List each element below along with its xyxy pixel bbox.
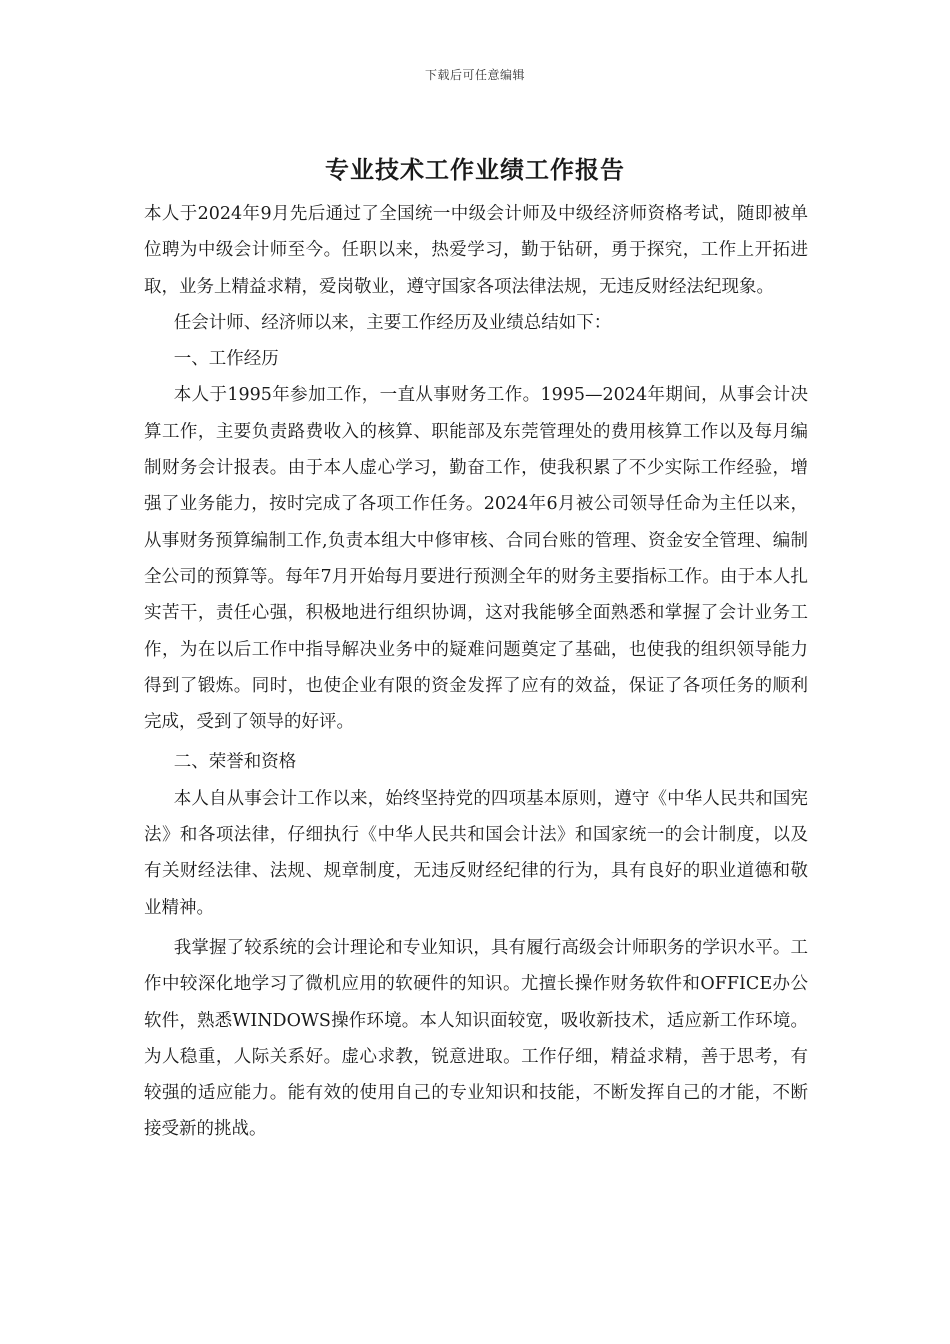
work-experience-paragraph: 本人于1995年参加工作，一直从事财务工作。1995—2024年期间，从事会计决算工作，主要负责路费收入的核算、职能部及东莞管理处的费用核算工作以及每月编制财务会计报表。由于本人虚心学习，勤奋工作，使我积累了不少实际工作经验，增强了业务能力，按时完成了各项工作任务。2024年6月被公司领导任命为主任以来，从事财务预算编制工作,负责本组大中修审核、合同台账的管理、资金安全管理、编制全公司的预算等。每年7月开始每月要进行预测全年的财务主要指标工作。由于本人扎实苦干，责任心强，积极地进行组织协调，这对我能够全面熟悉和掌握了会计业务工作，为在以后工作中指导解决业务中的疑难问题奠定了基础，也使我的组织领导能力得到了锻炼。同时，也使企业有限的资金发挥了应有的效益，保证了各项任务的顺利完成，受到了领导的好评。 [144, 385, 808, 733]
intro-paragraph: 本人于2024年9月先后通过了全国统一中级会计师及中级经济师资格考试，随即被单位聘为中级会计师至今。任职以来，热爱学习，勤于钻研，勇于探究，工作上开拓进取，业务上精益求精，爱岗敬业，遵守国家各项法律法规，无违反财经法纪现象。 [144, 204, 808, 297]
summary-lead: 任会计师、经济师以来，主要工作经历及业绩总结如下： [173, 312, 612, 333]
document-title: 专业技术工作业绩工作报告 [325, 155, 625, 184]
section-heading-work-experience: 一、工作经历 [173, 349, 279, 370]
document-body [144, 196, 808, 1148]
honors-paragraph-1: 本人自从事会计工作以来，始终坚持党的四项基本原则，遵守《中华人民共和国宪法》和各项法律，仔细执行《中华人民共和国会计法》和国家统一的会计制度，以及有关财经法律、法规、规章制度，无违反财经纪律的行为，具有良好的职业道德和敬业精神。 [144, 788, 808, 918]
honors-paragraph-2: 我掌握了较系统的会计理论和专业知识，具有履行高级会计师职务的学识水平。工作中较深化地学习了微机应用的软硬件的知识。尤擅长操作财务软件和OFFICE办公软件，熟悉WINDOWS操作环境。本人知识面较宽，吸收新技术，适应新工作环境。为人稳重，人际关系好。虚心求教，锐意进取。工作仔细，精益求精，善于思考，有较强的适应能力。能有效的使用自己的专业知识和技能，不断发挥自己的才能，不断接受新的挑战。 [144, 937, 808, 1140]
section-heading-honors: 二、荣誉和资格 [173, 752, 297, 773]
header-note: 下载后可任意编辑 [424, 68, 525, 82]
